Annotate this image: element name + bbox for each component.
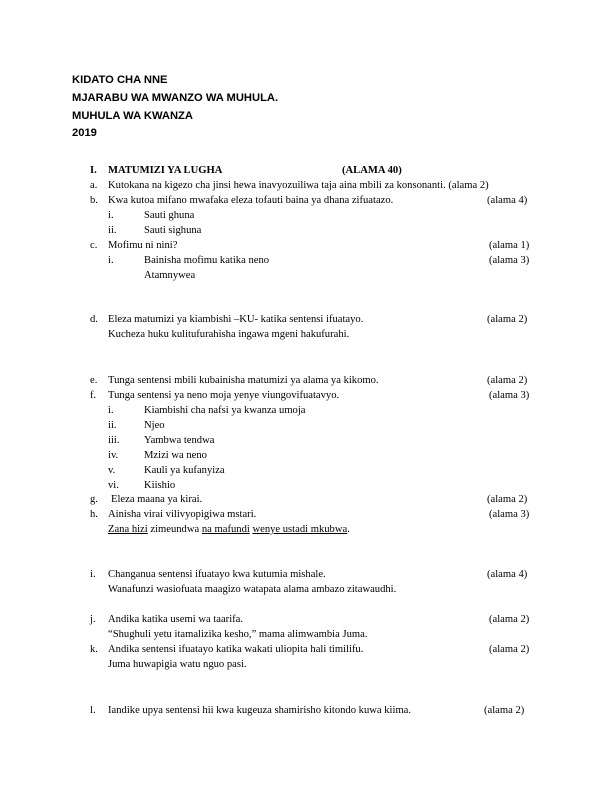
question-b-item-num: ii.	[108, 225, 117, 236]
question-b-item-num: i.	[108, 210, 114, 221]
question-j-marks: (alama 2)	[489, 614, 530, 625]
question-h-marks: (alama 3)	[489, 509, 530, 520]
question-f-item-text: Kiambishi cha nafsi ya kwanza umoja	[144, 405, 306, 416]
question-l-text: Iandike upya sentensi hii kwa kugeuza shamirisho kitondo kuwa kiima.	[108, 705, 412, 716]
question-b-text: Kwa kutoa mifano mwafaka eleza tofauti baina ya dhana zifuatazo.	[108, 195, 394, 206]
question-i-label: i.	[90, 569, 96, 580]
question-e-text: Tunga sentensi mbili kubainisha matumizi ya alama ya kikomo.	[108, 375, 379, 386]
question-f-item-num: iv.	[108, 450, 119, 461]
question-k-label: k.	[90, 644, 98, 655]
question-b-label: b.	[90, 195, 98, 206]
underlined-phrase: wenye ustadi mkubwa	[252, 524, 348, 535]
question-b-item-text: Sauti ghuna	[144, 210, 195, 221]
question-c-sub-num: i.	[108, 255, 114, 266]
underlined-phrase: Zana hizi	[108, 524, 148, 535]
question-e-marks: (alama 2)	[487, 375, 528, 386]
question-f-item-text: Mzizi wa neno	[144, 450, 207, 461]
question-a-label: a.	[90, 180, 98, 191]
question-f-item-text: Kiishio	[144, 480, 176, 491]
header-year: 2019	[72, 127, 97, 139]
question-b-marks: (alama 4)	[487, 195, 528, 206]
question-f-item-num: iii.	[108, 435, 120, 446]
question-f-item-num: i.	[108, 405, 114, 416]
question-a-text: Kutokana na kigezo cha jinsi hewa inavyozuiliwa taja aina mbili za konsonanti. (alama 2)	[108, 180, 489, 191]
question-c-marks: (alama 1)	[489, 240, 530, 251]
question-c-sub-marks: (alama 3)	[489, 255, 530, 266]
sentence-part: .	[347, 524, 350, 535]
question-f-marks: (alama 3)	[489, 390, 530, 401]
question-f-item-text: Yambwa tendwa	[144, 435, 215, 446]
question-h-text: Ainisha virai vilivyopigiwa mstari.	[108, 509, 257, 520]
question-j-label: j.	[90, 614, 96, 625]
question-g-label: g.	[90, 494, 98, 505]
question-k-marks: (alama 2)	[489, 644, 530, 655]
sentence-part: zimeundwa	[147, 524, 202, 535]
header-line-2: MJARABU WA MWANZO WA MUHULA.	[72, 92, 279, 104]
question-k-text: Andika sentensi ifuatayo katika wakati uliopita hali timilifu.	[108, 644, 364, 655]
question-h-label: h.	[90, 509, 98, 520]
question-c-sub-text: Bainisha mofimu katika neno	[144, 255, 270, 266]
question-g-marks: (alama 2)	[487, 494, 528, 505]
section-number: I.	[90, 165, 97, 176]
question-d-marks: (alama 2)	[487, 314, 528, 325]
question-f-item-num: v.	[108, 465, 116, 476]
header-line-3: MUHULA WA KWANZA	[72, 110, 193, 122]
question-j-sentence: “Shughuli yetu itamalizika kesho,” mama alimwambia Juma.	[108, 629, 368, 640]
question-i-sentence: Wanafunzi wasiofuata maagizo watapata alama ambazo zitawaudhi.	[108, 584, 397, 595]
underlined-phrase: na mafundi	[201, 524, 250, 535]
question-i-marks: (alama 4)	[487, 569, 528, 580]
question-f-text: Tunga sentensi ya neno moja yenye viungovifuatavyo.	[108, 390, 340, 401]
question-f-item-num: vi.	[108, 480, 119, 491]
question-b-item-text: Sauti sighuna	[144, 225, 202, 236]
question-e-label: e.	[90, 375, 98, 386]
question-d-sentence: Kucheza huku kulitufurahisha ingawa mgeni hakufurahi.	[108, 329, 350, 340]
section-marks: (ALAMA 40)	[342, 165, 402, 176]
section-title: MATUMIZI YA LUGHA	[108, 165, 223, 176]
question-h-sentence	[108, 523, 350, 536]
question-l-label: l.	[90, 705, 96, 716]
question-c-label: c.	[90, 240, 98, 251]
question-f-item-num: ii.	[108, 420, 117, 431]
question-f-label: f.	[90, 390, 97, 401]
question-f-item-text: Kauli ya kufanyiza	[144, 465, 225, 476]
question-d-text: Eleza matumizi ya kiambishi –KU- katika sentensi ifuatayo.	[108, 314, 364, 325]
question-g-text: Eleza maana ya kirai.	[111, 494, 203, 505]
question-c-text: Mofimu ni nini?	[108, 240, 178, 251]
question-i-text: Changanua sentensi ifuatayo kwa kutumia mishale.	[108, 569, 326, 580]
question-k-sentence: Juma huwapigia watu nguo pasi.	[108, 659, 247, 670]
header-line-1: KIDATO CHA NNE	[72, 74, 168, 86]
question-c-sub-word: Atamnywea	[144, 270, 196, 281]
question-j-text: Andika katika usemi wa taarifa.	[108, 614, 244, 625]
question-l-marks: (alama 2)	[484, 705, 525, 716]
question-d-label: d.	[90, 314, 98, 325]
question-f-item-text: Njeo	[144, 420, 165, 431]
